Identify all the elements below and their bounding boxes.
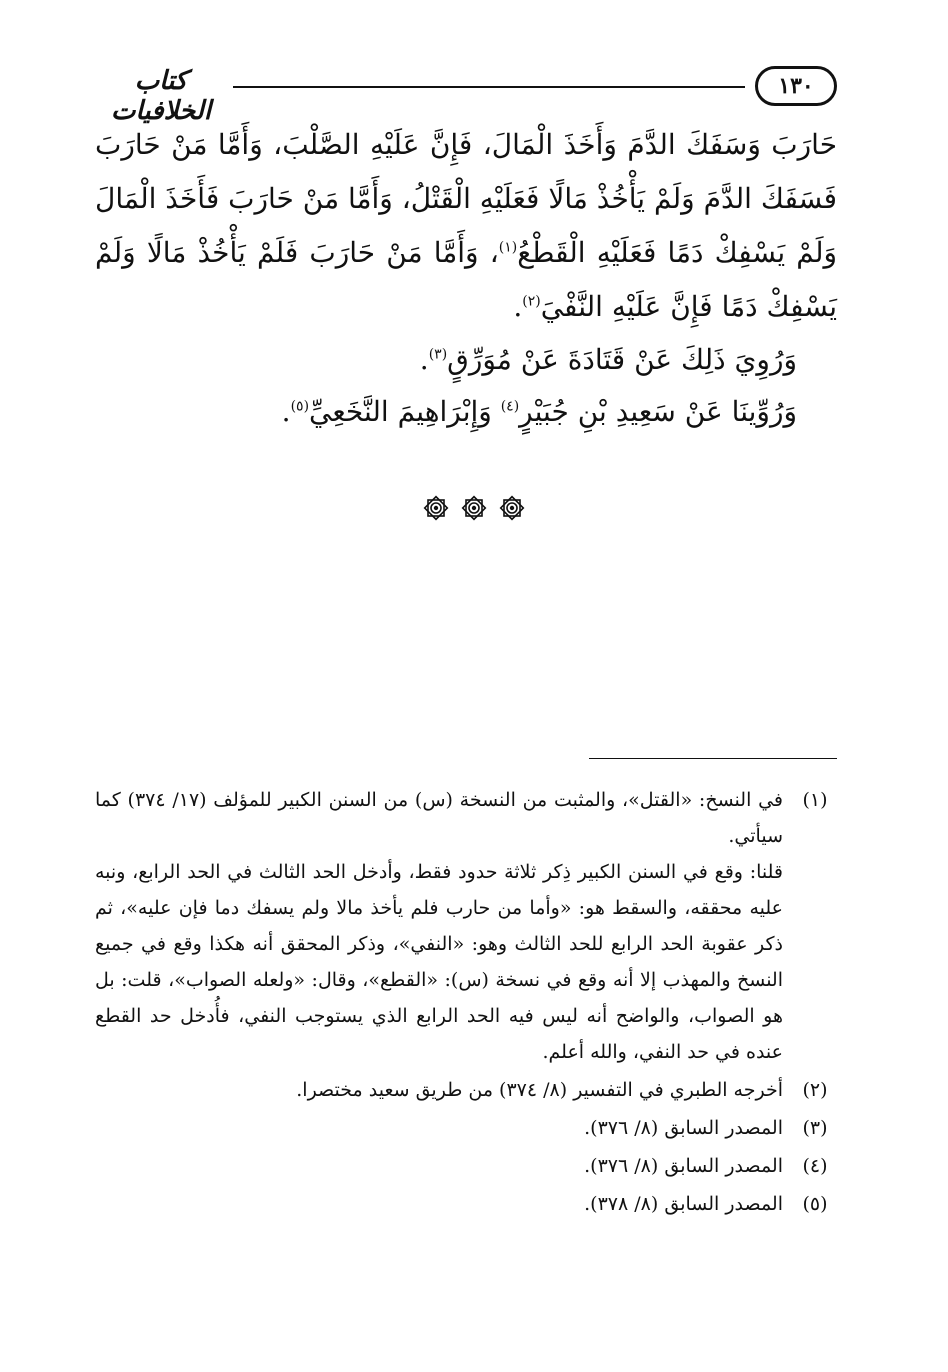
footnote-text: في النسخ: «القتل»، والمثبت من النسخة (س) من السنن الكبير للمؤلف (١٧/ ٣٧٤) كما سيأتي. (95, 789, 783, 847)
footnote-text: المصدر السابق (٨/ ٣٧٨). (584, 1193, 783, 1215)
footnote-number: (٤) (802, 1155, 828, 1177)
footnote-text: المصدر السابق (٨/ ٣٧٦). (584, 1155, 783, 1177)
footnote-4 (95, 1148, 837, 1184)
main-paragraph (95, 118, 837, 334)
footnote-text: أخرجه الطبري في التفسير (٨/ ٣٧٤) من طريق سعيد مختصرا. (296, 1079, 783, 1101)
footnotes (95, 782, 837, 1222)
footnote-3 (95, 1110, 837, 1146)
footnote-5 (95, 1186, 837, 1222)
main-line-qatada (95, 334, 837, 386)
paragraph-part-2: ، وَأَمَّا مَنْ حَارَبَ فَلَمْ يَأْخُذْ مَالًا وَلَمْ يَسْفِكْ دَمًا فَإِنَّ عَلَيْهِ النَّفْيَ (95, 236, 837, 323)
line-jubayr-end: . (281, 395, 291, 428)
page-number: ١٣٠ (755, 66, 837, 106)
footnote-number: (٣) (802, 1117, 828, 1139)
footnote-number: (١) (802, 789, 828, 811)
book-title: كتاب الخلافيات (110, 66, 212, 126)
footnote-2 (95, 1072, 837, 1108)
footnote-ref-4[interactable]: (٤) (500, 398, 520, 415)
footnote-ref-5[interactable]: (٥) (290, 398, 310, 415)
footnote-text: قلنا: وقع في السنن الكبير ذِكر ثلاثة حدود فقط، وأدخل الحد الثالث في الحد الرابع، ونبه عليه محققه، والسقط هو: «وأما من حارب فلم يأخذ مالا ولم يسفك دما فإن عليه»، ثم ذكر عقوبة الحد الرابع للحد الثالث وهو: «النفي»، وذكر المحقق أنه هكذا وقع في جميع النسخ والمهذب إلا أنه وقع في نسخة (س): «القطع»، وقال: «ولعله الصواب»، قلت: بل هو الصواب، والواضح أنه ليس فيه الحد الرابع الذي يستوجب النفي، فأُدخل حد القطع عنده في حد النفي، والله أعلم. (95, 861, 783, 1063)
line-jubayr-text: وَرُوِّينَا عَنْ سَعِيدِ بْنِ جُبَيْرٍ (519, 395, 797, 428)
line-qatada-end: . (419, 343, 429, 376)
flower-ornament-icon (498, 494, 526, 522)
flower-ornament-icon (422, 494, 450, 522)
section-ornaments (0, 494, 948, 522)
header-rule (233, 86, 745, 88)
footnote-separator (589, 758, 837, 759)
flower-ornament-icon (460, 494, 488, 522)
main-line-jubayr (95, 386, 837, 438)
footnote-1 (95, 782, 837, 854)
footnote-number: (٥) (802, 1193, 828, 1215)
footnote-text: المصدر السابق (٨/ ٣٧٦). (584, 1117, 783, 1139)
footnote-ref-3[interactable]: (٣) (428, 346, 448, 363)
paragraph-part-1: حَارَبَ وَسَفَكَ الدَّمَ وَأَخَذَ الْمَالَ، فَإِنَّ عَلَيْهِ الصَّلْبَ، وَأَمَّا مَنْ حَارَبَ فَسَفَكَ الدَّمَ وَلَمْ يَأْخُذْ مَالًا فَعَلَيْهِ الْقَتْلُ، وَأَمَّا مَنْ حَارَبَ فَأَخَذَ الْمَالَ وَلَمْ يَسْفِكْ دَمًا فَعَلَيْهِ الْقَطْعُ (95, 128, 837, 269)
main-text (95, 118, 837, 438)
line-nakhai-text: وَإِبْرَاهِيمَ النَّخَعِيِّ (309, 395, 501, 428)
paragraph-part-3: . (513, 290, 523, 323)
footnote-ref-1[interactable]: (١) (498, 239, 518, 256)
line-qatada-text: وَرُوِيَ ذَلِكَ عَنْ قَتَادَةَ عَنْ مُوَرِّقٍ (447, 343, 797, 376)
page-header (95, 60, 837, 126)
footnote-number: (٢) (802, 1079, 828, 1101)
footnote-1-continuation (95, 854, 837, 1070)
footnote-ref-2[interactable]: (٢) (522, 293, 541, 310)
